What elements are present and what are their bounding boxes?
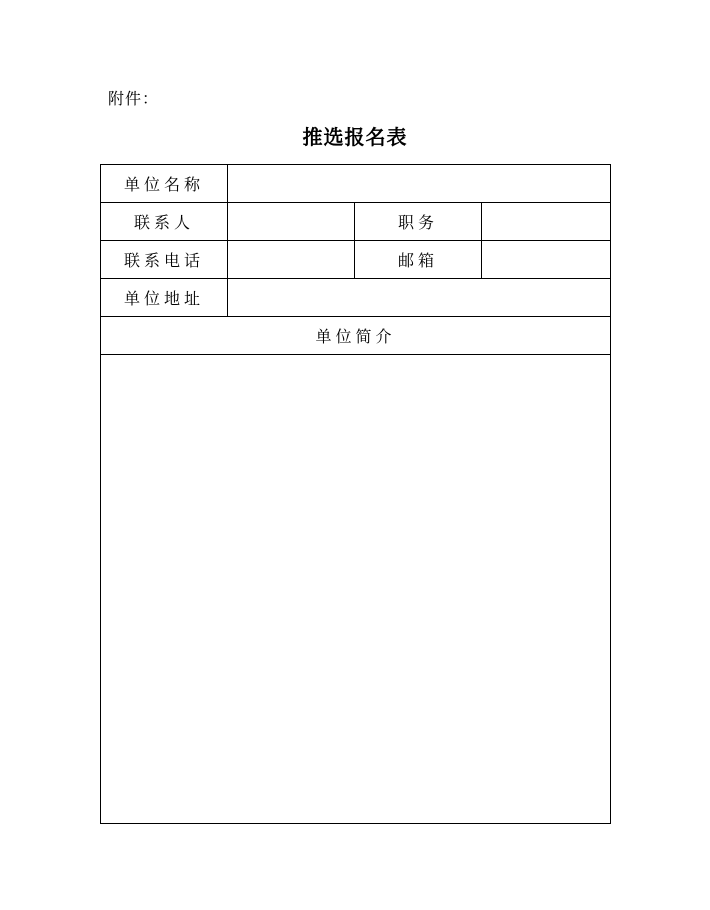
table-row-unit-name <box>101 165 611 203</box>
email-field[interactable] <box>482 241 611 279</box>
position-label: 职务 <box>355 203 482 241</box>
table-row-phone-email <box>101 241 611 279</box>
form-title: 推选报名表 <box>302 125 408 149</box>
table-row-contact <box>101 203 611 241</box>
intro-label: 单位简介 <box>101 317 611 355</box>
registration-form-table <box>100 164 611 824</box>
address-field[interactable] <box>228 279 611 317</box>
position-field[interactable] <box>482 203 611 241</box>
table-row-intro-body <box>101 355 611 824</box>
address-label: 单位地址 <box>101 279 228 317</box>
unit-name-field[interactable] <box>228 165 611 203</box>
phone-label: 联系电话 <box>101 241 228 279</box>
intro-field[interactable] <box>101 355 611 824</box>
contact-person-label: 联系人 <box>101 203 228 241</box>
unit-name-label: 单位名称 <box>101 165 228 203</box>
table-row-intro-header <box>101 317 611 355</box>
phone-field[interactable] <box>228 241 355 279</box>
attachment-label: 附件： <box>108 89 160 108</box>
contact-person-field[interactable] <box>228 203 355 241</box>
email-label: 邮箱 <box>355 241 482 279</box>
table-row-address <box>101 279 611 317</box>
